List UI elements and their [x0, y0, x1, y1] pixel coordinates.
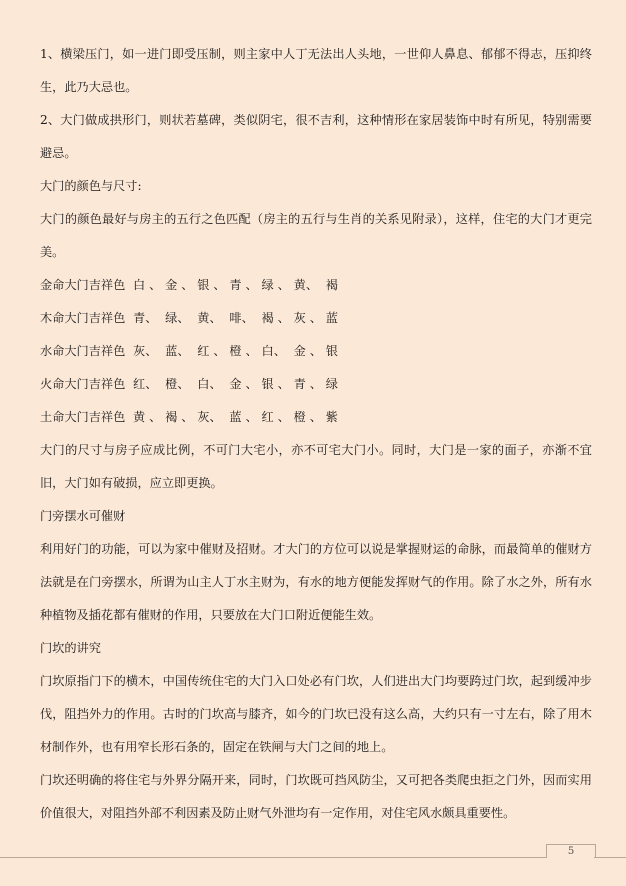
- section-heading-door-color: 大门的颜色与尺寸:: [40, 179, 142, 193]
- paragraph-door-size: 大门的尺寸与房子应成比例，不可门大宅小，亦不可宅大门小。同时，大门是一家的面子，亦渐不宜旧，大门如有破损，应立即更换。: [40, 443, 592, 490]
- paragraph-color-intro: 大门的颜色最好与房主的五行之色匹配（房主的五行与生肖的关系见附录），这样，住宅的大门才更完美。: [40, 212, 592, 259]
- footer-divider: [0, 857, 546, 858]
- color-row-metal: 金命大门吉祥色 白 、 金 、 银 、 青 、 绿 、 黄、 褐: [40, 278, 338, 292]
- color-row-fire: 火命大门吉祥色 红、 橙、 白、 金 、 银 、 青 、 绿: [40, 377, 338, 391]
- paragraph-2: 2、大门做成拱形门，则状若墓碑，类似阴宅，很不吉利，这种情形在家居装饰中时有所见，特别需要避忌。: [40, 113, 592, 160]
- color-row-wood: 木命大门吉祥色 青、 绿、 黄、 啡、 褐 、 灰 、 蓝: [40, 311, 338, 325]
- footer-divider-right: [594, 857, 626, 858]
- page-number: 5: [546, 844, 596, 858]
- color-row-water: 水命大门吉祥色 灰、 蓝、 红 、 橙 、 白、 金 、 银: [40, 344, 338, 358]
- section-heading-water: 门旁摆水可催财: [40, 509, 126, 523]
- paragraph-water: 利用好门的功能，可以为家中催财及招财。才大门的方位可以说是掌握财运的命脉，而最简单的催财方法就是在门旁摆水，所谓为山主人丁水主财为，有水的地方便能发挥财气的作用。除了水之外，所有水种植物及插花都有催财的作用，只要放在大门口附近便能生效。: [40, 542, 592, 622]
- document-body: [40, 38, 592, 830]
- paragraph-threshold-1: 门坎原指门下的横木，中国传统住宅的大门入口处必有门坎，人们进出大门均要跨过门坎，起到缓冲步伐，阻挡外力的作用。古时的门坎高与膝齐，如今的门坎已没有这么高，大约只有一寸左右，除了用木材制作外，也有用窄长形石条的，固定在铁闸与大门之间的地上。: [40, 674, 592, 754]
- paragraph-threshold-2: 门坎还明确的将住宅与外界分隔开来，同时，门坎既可挡风防尘，又可把各类爬虫拒之门外，因而实用价值很大，对阻挡外部不利因素及防止财气外泄均有一定作用，对住宅风水颇具重要性。: [40, 773, 592, 820]
- color-row-earth: 土命大门吉祥色 黄 、 褐 、 灰、 蓝 、 红 、 橙 、 紫: [40, 410, 338, 424]
- section-heading-threshold: 门坎的讲究: [40, 641, 101, 655]
- paragraph-1: 1、横梁压门，如一进门即受压制，则主家中人丁无法出人头地，一世仰人鼻息、郁郁不得志，压抑终生，此乃大忌也。: [40, 47, 592, 94]
